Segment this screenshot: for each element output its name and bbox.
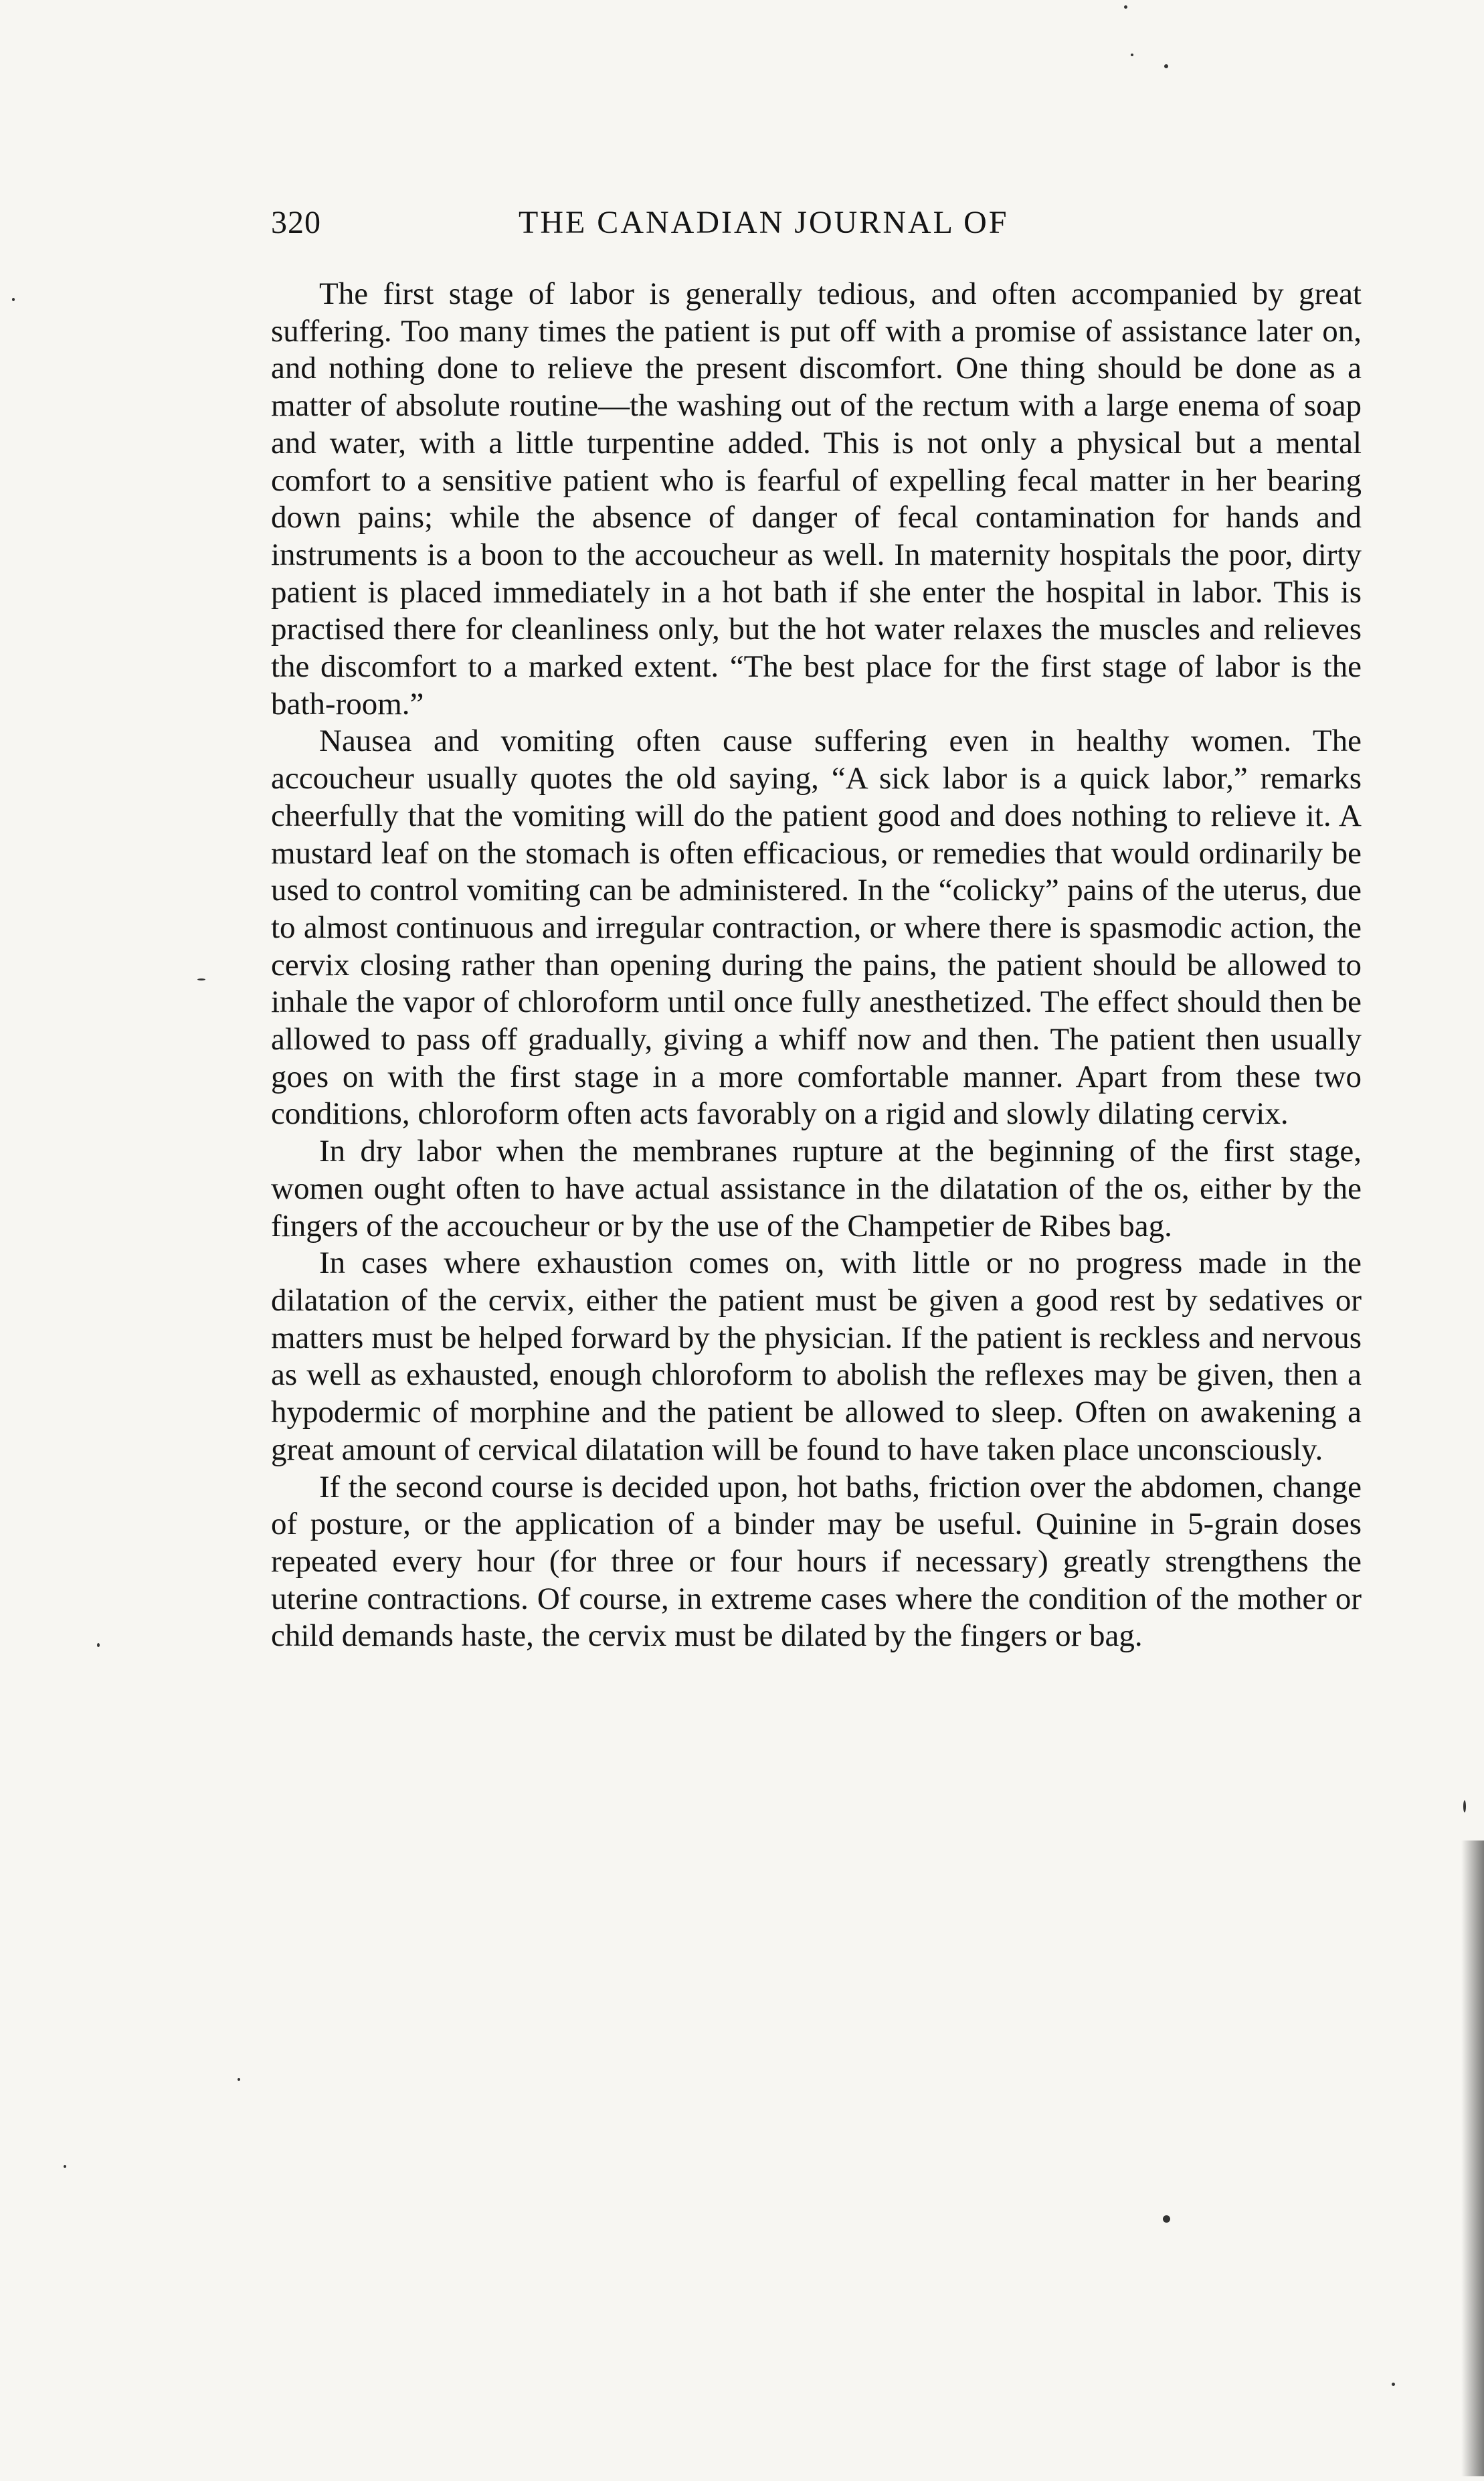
scan-speck	[1131, 54, 1133, 56]
paragraph-second-course: If the second course is decided upon, hot baths, friction over the abdomen, change of posture, or the application of a binder may be useful. Quinine in 5-grain doses repeated every hour (for three or four hours if necessary) greatly strengthens the uterine contractions. Of course, in extreme cases where the condition of the mother or child demands haste, the cervix must be dilated by the fingers or bag.	[271, 1469, 1362, 1654]
scan-speck	[1124, 5, 1127, 9]
scan-speck	[12, 298, 15, 301]
page-number: 320	[271, 205, 321, 240]
body-text	[271, 276, 1362, 1655]
paragraph-nausea-vomiting: Nausea and vomiting often cause suffering even in healthy women. The accoucheur usually quotes the old saying, “A sick labor is a quick labor,” remarks cheerfully that the vomiting will do the patient good and does nothing to relieve it. A mustard leaf on the stomach is often efficacious, or remedies that would ordinarily be used to control vomiting can be administered. In the “colicky” pains of the uterus, due to almost continuous and irregular contraction, or where there is spasmodic action, the cervix closing rather than opening during the pains, the patient should be allowed to inhale the vapor of chloroform until once fully anesthetized. The effect should then be allowed to pass off gradually, giving a whiff now and then. The patient then usually goes on with the first stage in a more comfortable manner. Apart from these two conditions, chloroform often acts favorably on a rigid and slowly dilating cervix.	[271, 723, 1362, 1132]
scan-speck	[197, 978, 205, 980]
scan-speck	[64, 2165, 66, 2168]
paragraph-exhaustion: In cases where exhaustion comes on, with little or no progress made in the dilatation of the cervix, either the patient must be given a good rest by sedatives or matters must be helped forward by the physician. If the patient is reckless and nervous as well as exhausted, enough chloroform to abolish the reflexes may be given, then a hypodermic of morphine and the patient be allowed to sleep. Often on awakening a great amount of cervical dilatation will be found to have taken place unconsciously.	[271, 1246, 1362, 1467]
scan-speck	[1163, 2215, 1170, 2223]
page-header	[271, 204, 1341, 258]
scan-speck	[1392, 2383, 1395, 2386]
scan-speck	[1463, 1800, 1466, 1812]
page-edge-shadow	[1461, 1841, 1484, 2476]
scan-speck	[97, 1643, 100, 1647]
scan-speck	[238, 2078, 240, 2081]
scan-speck	[1164, 64, 1168, 68]
paragraph-dry-labor: In dry labor when the membranes rupture at the beginning of the first stage, women ought often to have actual assistance in the dilatation of the os, either by the fingers of the accoucheur or by the use of the Champetier de Ribes bag.	[271, 1134, 1362, 1244]
paragraph-first-stage-labor: The first stage of labor is generally tedious, and often accompanied by great suffering. Too many times the patient is put off with a promise of assistance later on, and nothing done to relieve the present discomfort. One thing should be done as a matter of absolute routine—the washing out of the rectum with a large enema of soap and water, with a little turpentine added. This is not only a physical but a mental comfort to a sensitive patient who is fearful of expelling fecal matter in her bearing down pains; while the absence of danger of fecal contamination for hands and instruments is a boon to the accoucheur as well. In maternity hospitals the poor, dirty patient is placed immediately in a hot bath if she enter the hospital in labor. This is practised there for cleanliness only, but the hot water relaxes the muscles and relieves the discomfort to a marked extent. “The best place for the first stage of labor is the bath-room.”	[271, 276, 1362, 721]
running-head: THE CANADIAN JOURNAL OF	[519, 205, 1009, 240]
